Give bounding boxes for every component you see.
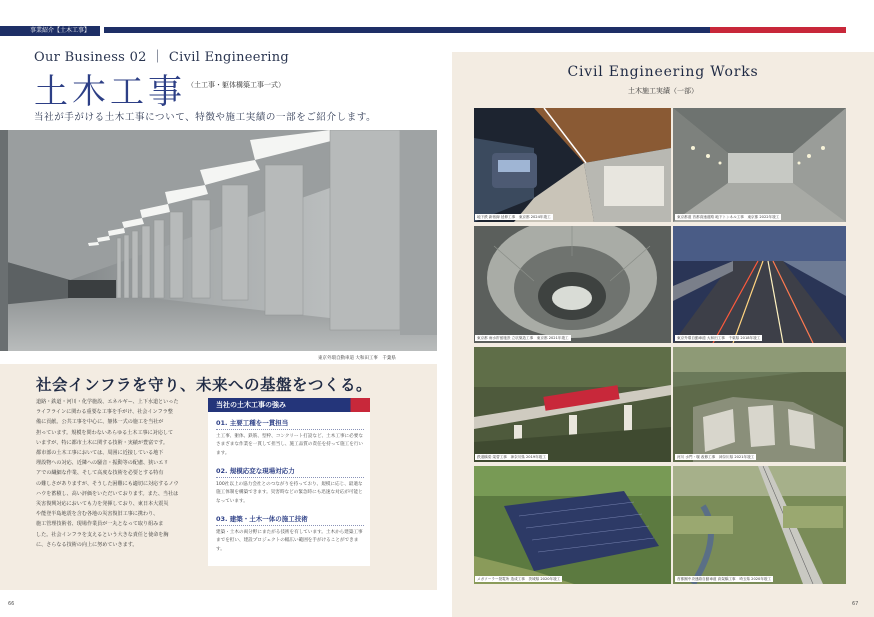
works-photo-solar	[474, 466, 671, 584]
works-photo-caption: 鉄道橋梁 架替工事 神奈川県 2019年竣工	[477, 455, 546, 459]
body-line: の難しさがありますが、そうした困難にも適切に対応するノウ	[36, 480, 179, 487]
strength-point-title: 02. 規模応変な現場対応力	[216, 467, 295, 475]
divider	[216, 525, 364, 526]
body-line: 道路・鉄道・河川・化学施設、エネルギー、上下水道といった	[36, 399, 179, 405]
strength-point-title: 01. 主要工種を一貫担当	[216, 419, 289, 427]
body-line: に、さらなる技術の向上に努めていきます。	[36, 541, 138, 548]
works-photo-caption: 東京都道 首都高速道路 地下トンネル工事 東京都 2022年竣工	[677, 215, 780, 219]
body-line: アでの繊細な作業、そして高度な技術を必要とする特有	[36, 470, 164, 477]
strength-point-1	[216, 418, 364, 458]
works-photo-caption: 東京都 雨水貯留施設 立坑築造工事 東京都 2021年竣工	[477, 336, 569, 340]
body-line: 施工管理技術者、現場作業員が一丸となって取り組みま	[36, 521, 164, 528]
body-line: 埋設物への対応、近隣への騒音・振動等の配慮、狭いエリ	[36, 460, 169, 467]
strength-point-2	[216, 466, 364, 506]
body-line: 災害復興対応においても力を発揮しており、東日本大震災	[36, 501, 169, 508]
page-number-left: 66	[8, 601, 15, 607]
body-line: 都市部の土木工事においては、周囲に近接している地下	[36, 450, 164, 457]
body-line: 担っています。規模を問わないあらゆる土木工事に対応して	[36, 429, 174, 436]
body-line: した。社会インフラを支えるという大きな責任と使命を胸	[36, 531, 169, 538]
works-photo-river-gate	[673, 347, 846, 462]
strength-point-title: 03. 建築・土木一体の施工技術	[216, 515, 308, 523]
body-line: ライフラインに関わる重要な工事を手がけ、社会インフラ整	[36, 409, 173, 416]
page-subtitle: （土工事・躯体構築工事一式）	[187, 81, 285, 89]
works-photo-caption: 東京外環自動車道 大和田工事 千葉県 2018年竣工	[677, 336, 761, 340]
page-number-right: 67	[852, 601, 859, 607]
divider	[216, 429, 364, 430]
strength-point-body: 土工事、躯体、鉄筋、型枠、コンクリート打設など、土木工事に必要なさまざまな作業を一貫して担当し、施工品質の責任を持って施工を行います。	[216, 434, 364, 456]
works-photo-caption: 地下鉄 新宿線 延伸工事 東京都 2024年竣工	[477, 215, 551, 219]
hero-caption: 東京外環自動車道 大和田工事 千葉県	[318, 356, 396, 361]
strength-point-3	[216, 514, 364, 554]
strength-point-body: 建築・土木の両分野にまたがる技術を有しています。土木から建築工事までを担い、建設プロジェクトの幅広い範囲を手がけることができます。	[216, 530, 363, 552]
body-text	[36, 397, 198, 550]
strength-point-body: 100社以上の協力会社とのつながりを持っており、規模に応じ、最適な施工体制を構築できます。災害時などの緊急時にも迅速な対応が可能となっています。	[216, 482, 363, 504]
works-photo-highway	[673, 226, 846, 343]
works-photo-tunnel	[673, 108, 846, 222]
works-photo-subway	[474, 108, 671, 222]
works-photo-railway-bridge	[474, 347, 671, 462]
header-rule-accent	[710, 27, 846, 33]
works-photo-viaduct	[673, 466, 846, 584]
body-line: いますが、特に都市土木に関する技術・実績が豊富です。	[36, 439, 169, 446]
section-tag: 事業紹介【土木工事】	[0, 26, 100, 36]
header-rule	[104, 27, 710, 33]
works-photo-caption: メガソーラー発電所 造成工事 茨城県 2020年竣工	[477, 577, 561, 581]
section-heading: 社会インフラを守り、未来への基盤をつくる。	[36, 375, 373, 394]
hero-photo	[0, 130, 437, 351]
lead-text: 当社が手がける土木工事について、特徴や施工実績の一部をご紹介します。	[34, 112, 377, 123]
works-subtitle: 土木施工実績（一部）	[628, 87, 698, 95]
body-line: や能登半島地震を含む各地の災害復旧工事に携わり、	[36, 511, 159, 518]
body-line: ハウを蓄積し、高い評価をいただいております。また、当社は	[36, 490, 179, 497]
works-photo-caption: 首都圏中央連絡自動車道 高架橋工事 埼玉県 2020年竣工	[677, 577, 772, 581]
page-title: 土木工事	[34, 72, 186, 112]
business-label: Our Business 02 ｜ Civil Engineering	[34, 50, 290, 65]
works-photo-caption: 河川 水門・堰 改修工事 神奈川県 2021年竣工	[677, 455, 755, 459]
works-photo-shaft	[474, 226, 671, 343]
divider	[216, 477, 364, 478]
strengths-box-title: 当社の土木工事の強み	[208, 398, 370, 412]
works-title: Civil Engineering Works	[567, 64, 759, 80]
body-line: 備に貢献。公共工事を中心に、躯体一式の施工を当社が	[36, 419, 164, 426]
